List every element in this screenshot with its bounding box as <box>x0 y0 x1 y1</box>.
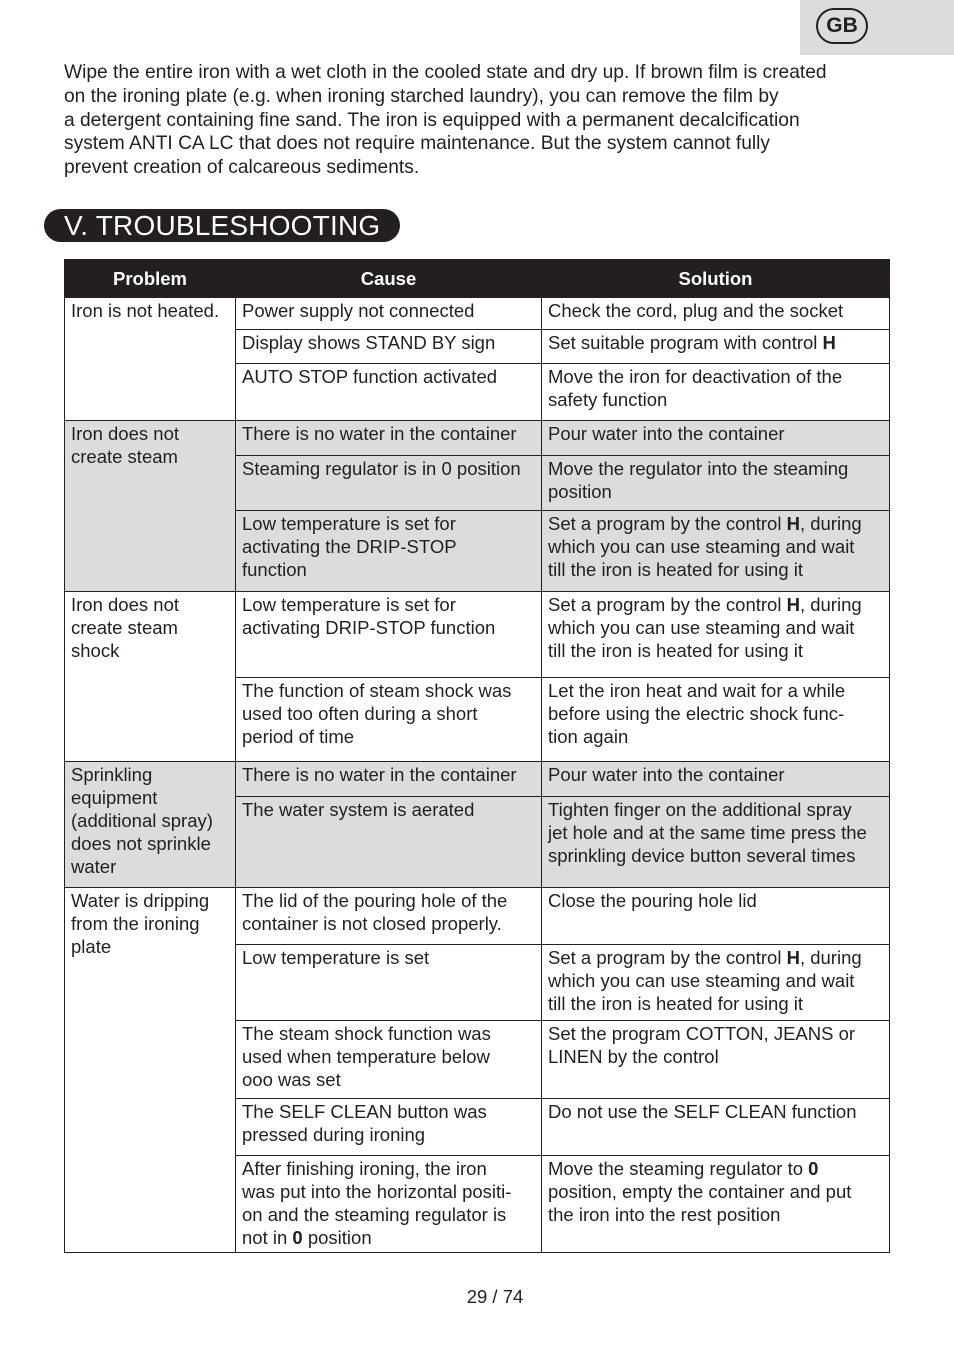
cause-cell: There is no water in the container <box>236 421 542 456</box>
table-header-row <box>65 260 890 298</box>
solution-cell: Move the steaming regulator to 0 position, empty the container and put the iron into the rest position <box>542 1156 890 1253</box>
cause-cell: The SELF CLEAN button was pressed during ironing <box>236 1099 542 1156</box>
solution-cell: Do not use the SELF CLEAN function <box>542 1099 890 1156</box>
problem-cell: Iron is not heated. <box>65 298 236 421</box>
cause-cell: Power supply not connected <box>236 298 542 330</box>
cause-cell: There is no water in the container <box>236 762 542 797</box>
header-solution: Solution <box>542 260 890 298</box>
solution-cell: Pour water into the container <box>542 421 890 456</box>
table-row <box>65 421 890 456</box>
solution-cell: Set the program COTTON, JEANS or LINEN by the control <box>542 1021 890 1099</box>
solution-cell: Check the cord, plug and the socket <box>542 298 890 330</box>
cause-cell: Steaming regulator is in 0 position <box>236 456 542 511</box>
cause-cell: After finishing ironing, the iron was put into the horizontal positi- on and the steaming regulator is not in 0 position <box>236 1156 542 1253</box>
intro-line: Wipe the entire iron with a wet cloth in the cooled state and dry up. If brown film is created <box>64 62 827 83</box>
table-row <box>65 592 890 678</box>
table-row <box>65 298 890 330</box>
cause-cell: Low temperature is set for activating the DRIP-STOP function <box>236 511 542 592</box>
solution-cell: Pour water into the container <box>542 762 890 797</box>
cause-cell: Low temperature is set for activating DRIP-STOP function <box>236 592 542 678</box>
problem-cell: Iron does not create steam shock <box>65 592 236 762</box>
cause-cell: The water system is aerated <box>236 797 542 888</box>
intro-paragraph <box>64 61 894 180</box>
intro-line: prevent creation of calcareous sediments. <box>64 157 420 179</box>
intro-line: system ANTI CA LC that does not require maintenance. But the system cannot fully <box>64 133 771 155</box>
cause-cell: The lid of the pouring hole of the container is not closed properly. <box>236 888 542 945</box>
intro-line: a detergent containing fine sand. The iron is equipped with a permanent decalcification <box>64 109 800 131</box>
header-problem: Problem <box>65 260 236 298</box>
solution-cell: Tighten finger on the additional spray jet hole and at the same time press the sprinkling device button several times <box>542 797 890 888</box>
solution-cell: Move the regulator into the steaming position <box>542 456 890 511</box>
problem-cell: Water is dripping from the ironing plate <box>65 888 236 1253</box>
solution-cell: Set a program by the control H, during which you can use steaming and wait till the iron is heated for using it <box>542 945 890 1021</box>
cause-cell: Display shows STAND BY sign <box>236 330 542 364</box>
page-number: 29 / 74 <box>466 1286 524 1307</box>
problem-cell: Iron does not create steam <box>65 421 236 592</box>
header-cause: Cause <box>236 260 542 298</box>
troubleshooting-table <box>64 259 890 1253</box>
solution-cell: Close the pouring hole lid <box>542 888 890 945</box>
problem-cell: Sprinkling equipment (additional spray) does not sprinkle water <box>65 762 236 888</box>
cause-cell: The function of steam shock was used too often during a short period of time <box>236 678 542 762</box>
table-row <box>65 762 890 797</box>
cause-cell: Low temperature is set <box>236 945 542 1021</box>
solution-cell: Set a program by the control H, during which you can use steaming and wait till the iron is heated for using it <box>542 592 890 678</box>
section-title: V. TROUBLESHOOTING <box>44 209 400 242</box>
cause-cell: AUTO STOP function activated <box>236 364 542 421</box>
cause-cell: The steam shock function was used when temperature below ooo was set <box>236 1021 542 1099</box>
solution-cell: Move the iron for deactivation of the safety function <box>542 364 890 421</box>
solution-cell: Set a program by the control H, during which you can use steaming and wait till the iron is heated for using it <box>542 511 890 592</box>
intro-line: on the ironing plate (e.g. when ironing starched laundry), you can remove the film by <box>64 85 779 107</box>
language-badge: GB <box>816 8 868 44</box>
language-tab <box>800 0 954 55</box>
table-row <box>65 888 890 945</box>
solution-cell: Set suitable program with control H <box>542 330 890 364</box>
solution-cell: Let the iron heat and wait for a while before using the electric shock func- tion again <box>542 678 890 762</box>
